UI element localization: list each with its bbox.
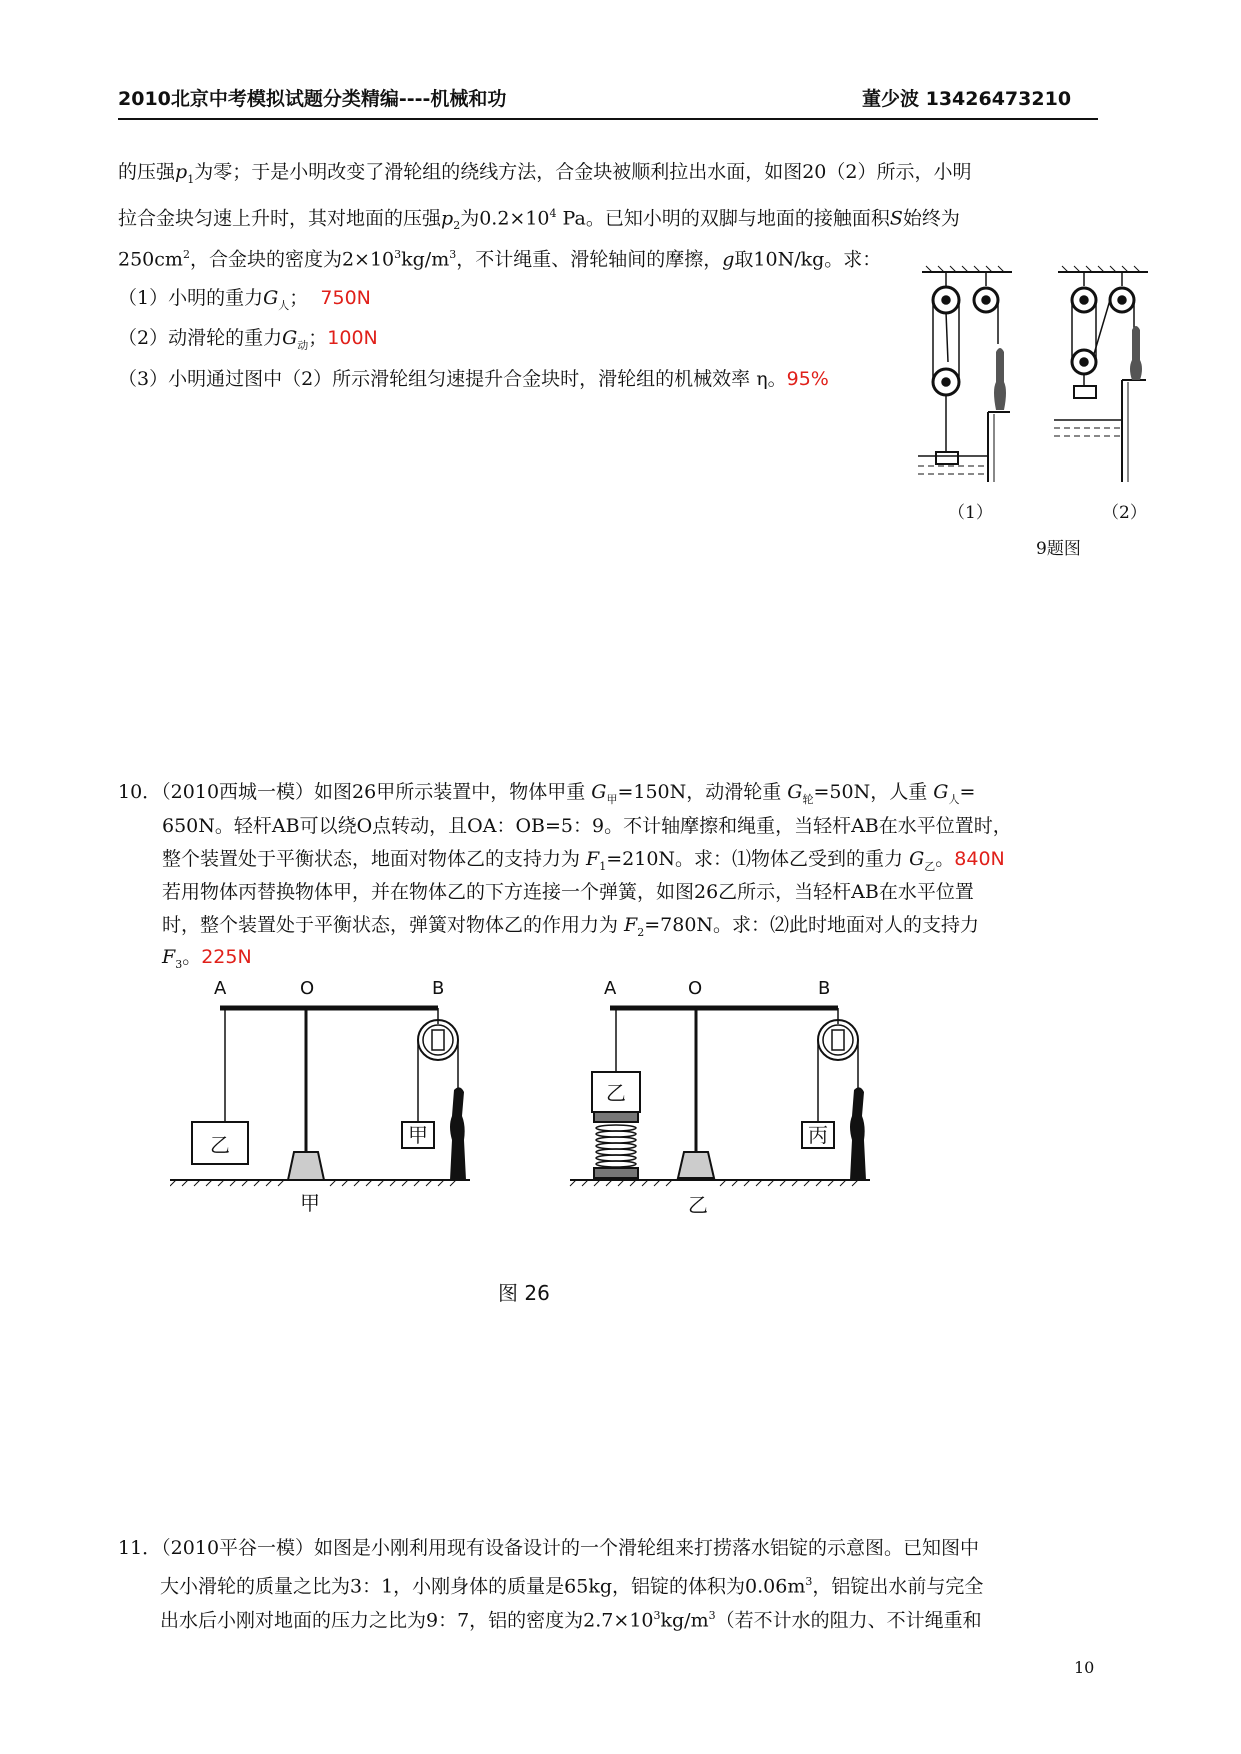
q9-line1: 的压强$p_1$为零；于是小明改变了滑轮组的绕线方法，合金块被顺利拉出水面，如图20（2）所示，小明: [118, 161, 972, 186]
q9-figure-caption: 9题图: [1036, 539, 1081, 559]
q10-line1: 10．（2010西城一模）如图26甲所示装置中，物体甲重 $G_甲=150N$，动滑轮重 $G_轮=50N$，人重 $G_人=$: [118, 781, 976, 806]
fig26-right-block-yi: 乙: [606, 1081, 626, 1105]
q9-answer-2: 100N: [327, 327, 378, 349]
fig26-right-person-icon: [850, 1087, 866, 1180]
q10-line3: 整个装置处于平衡状态，地面对物体乙的支持力为 $F_1=210N$。求：⑴物体乙受到的重力 $G_乙$。840N: [162, 848, 1005, 873]
q9-pulley-figure: [918, 262, 1168, 482]
q9-sub2: （2）动滑轮的重力$G_动$；100N: [118, 327, 378, 352]
fig26-left-label-O: O: [300, 978, 315, 999]
q11-line2: 大小滑轮的质量之比为3：1，小刚身体的质量是65kg，铝锭的体积为$0.06m^3$，铝锭出水前与完全: [160, 1575, 984, 1598]
q9-answer-3: 95%: [786, 368, 829, 390]
fig26-left-block-jia: 甲: [408, 1123, 428, 1147]
q10-answer-1: 840N: [954, 848, 1005, 870]
q9-figure-label-2: （2）: [1102, 503, 1147, 523]
q10-answer-2: 225N: [201, 946, 252, 968]
q11-line1: 11．（2010平谷一模）如图是小刚利用现有设备设计的一个滑轮组来打捞落水铝锭的示意图。已知图中: [118, 1537, 980, 1559]
fig26-right-label-B: B: [818, 978, 831, 999]
header-author: 董少波 13426473210: [862, 88, 1072, 110]
fig26-right-label-O: O: [688, 978, 703, 999]
fig26-left-caption: 甲: [300, 1191, 320, 1215]
fig26-left-label-B: B: [432, 978, 445, 999]
fig26-left-block-yi: 乙: [210, 1133, 230, 1157]
page-number: 10: [1074, 1658, 1095, 1677]
q9-person-2-icon: [1130, 326, 1142, 380]
q10-line4: 若用物体丙替换物体甲，并在物体乙的下方连接一个弹簧，如图26乙所示，当轻杆AB在水平位置: [162, 881, 974, 903]
header-title: 2010北京中考模拟试题分类精编----机械和功: [118, 88, 507, 110]
fig26-left-person-icon: [450, 1087, 466, 1180]
q9-person-1-icon: [994, 348, 1006, 410]
fig26-left-apparatus: [170, 1008, 470, 1186]
fig26-right-caption: 乙: [688, 1193, 708, 1217]
q9-line2: 拉合金块匀速上升时，其对地面的压强$p_2$为$0.2\times 10^4$ Pa。已知小明的双脚与地面的接触面积S始终为: [118, 207, 960, 233]
header-rule: [118, 118, 1098, 120]
fig26-right-label-A: A: [604, 978, 617, 999]
fig26-left-label-A: A: [214, 978, 227, 999]
q9-answer-1: 750N: [320, 287, 371, 309]
q11-line3: 出水后小刚对地面的压力之比为9：7，铝的密度为$2.7\times 10^3kg/m^3$（若不计水的阻力、不计绳重和: [160, 1609, 982, 1632]
q9-sub3: （3）小明通过图中（2）所示滑轮组匀速提升合金块时，滑轮组的机械效率 η。95%: [118, 368, 829, 390]
q9-line3: $250cm^2$，合金块的密度为$2\times 10^3kg/m^3$，不计绳重、滑轮轴间的摩擦，g取10N/kg。求：: [118, 248, 882, 271]
q10-line2: 650N。轻杆AB可以绕O点转动，且OA：OB=5：9。不计轴摩擦和绳重，当轻杆AB在水平位置时，: [162, 815, 1012, 837]
fig26-caption: 图 26: [498, 1281, 550, 1302]
q10-line6: $F_3$。225N: [162, 946, 252, 971]
q9-sub1: （1）小明的重力$G_人$； 750N: [118, 287, 371, 312]
q9-figure-label-1: （1）: [948, 503, 993, 523]
figure-26: [170, 972, 930, 1302]
fig26-right-block-bing: 丙: [808, 1123, 828, 1147]
q10-line5: 时，整个装置处于平衡状态，弹簧对物体乙的作用力为 $F_2=780N$。求：⑵此时地面对人的支持力: [162, 914, 980, 939]
